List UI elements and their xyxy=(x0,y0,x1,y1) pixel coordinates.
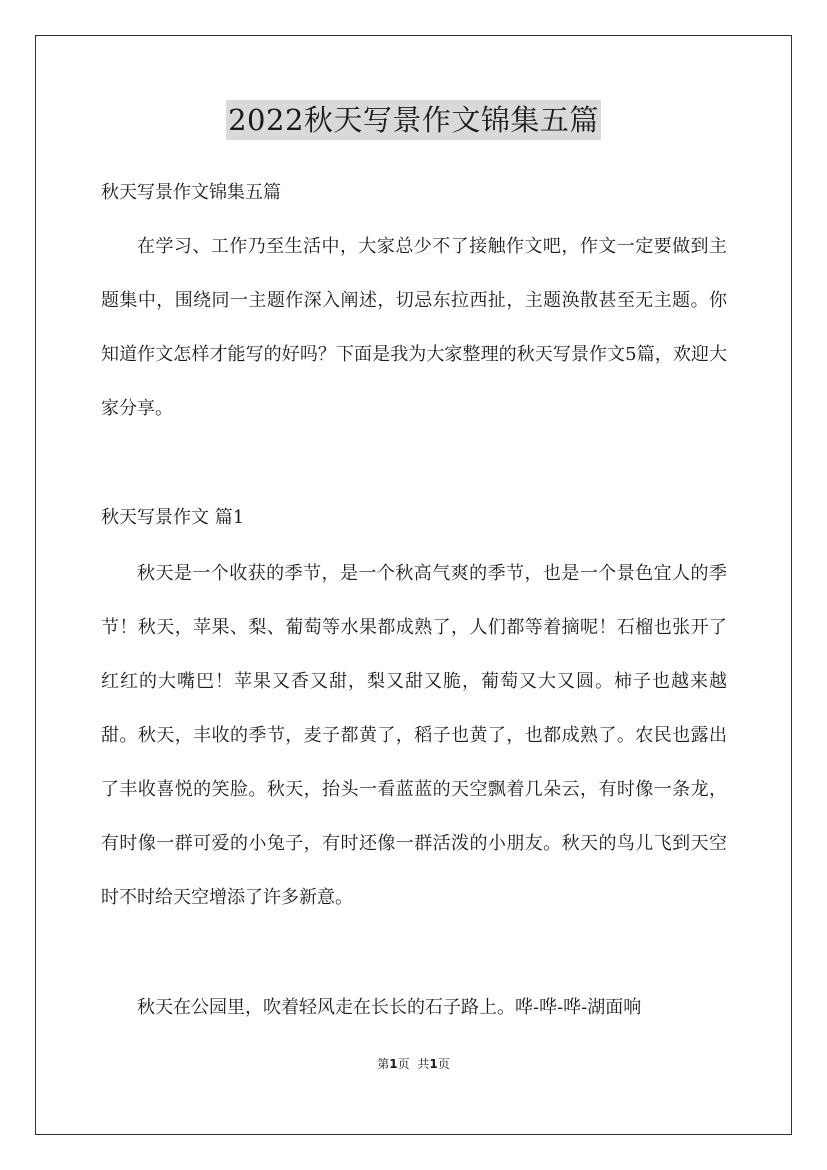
essay-paragraph-1: 秋天是一个收获的季节，是一个秋高气爽的季节，也是一个景色宜人的季节！秋天，苹果、梨、葡萄等水果都成熟了，人们都等着摘呢！石榴也张开了红红的大嘴巴！苹果又香又甜，梨又甜又脆，葡萄又大又圆。柿子也越来越甜。秋天，丰收的季节，麦子都黄了，稻子也黄了，也都成熟了。农民也露出了丰收喜悦的笑脸。秋天，抬头一看蓝蓝的天空飘着几朵云，有时像一条龙，有时像一群可爱的小兔子，有时还像一群活泼的小朋友。秋天的鸟儿飞到天空时不时给天空增添了许多新意。 xyxy=(101,563,727,908)
footer-page-suffix: 页 xyxy=(397,1057,410,1071)
footer-page-number: 1 xyxy=(389,1057,398,1071)
section-heading: 秋天写景作文 篇1 xyxy=(101,507,245,528)
document-title: 2022秋天写景作文锦集五篇 xyxy=(226,100,601,140)
footer-total-suffix: 页 xyxy=(437,1057,450,1071)
footer-total-prefix: 共 xyxy=(417,1057,430,1071)
essay-paragraph-2: 秋天在公园里，吹着轻风走在长长的石子路上。哗-哗-哗-湖面响 xyxy=(137,997,642,1018)
page-footer xyxy=(0,1054,827,1074)
document-subtitle: 秋天写景作文锦集五篇 xyxy=(101,182,281,203)
footer-total-number: 1 xyxy=(429,1057,438,1071)
intro-paragraph: 在学习、工作乃至生活中，大家总少不了接触作文吧，作文一定要做到主题集中，围绕同一主题作深入阐述，切忌东拉西扯，主题涣散甚至无主题。你知道作文怎样才能写的好吗？下面是我为大家整理的秋天写景作文5篇，欢迎大家分享。 xyxy=(101,236,727,419)
footer-page-prefix: 第 xyxy=(377,1057,390,1071)
title-container xyxy=(0,100,827,140)
